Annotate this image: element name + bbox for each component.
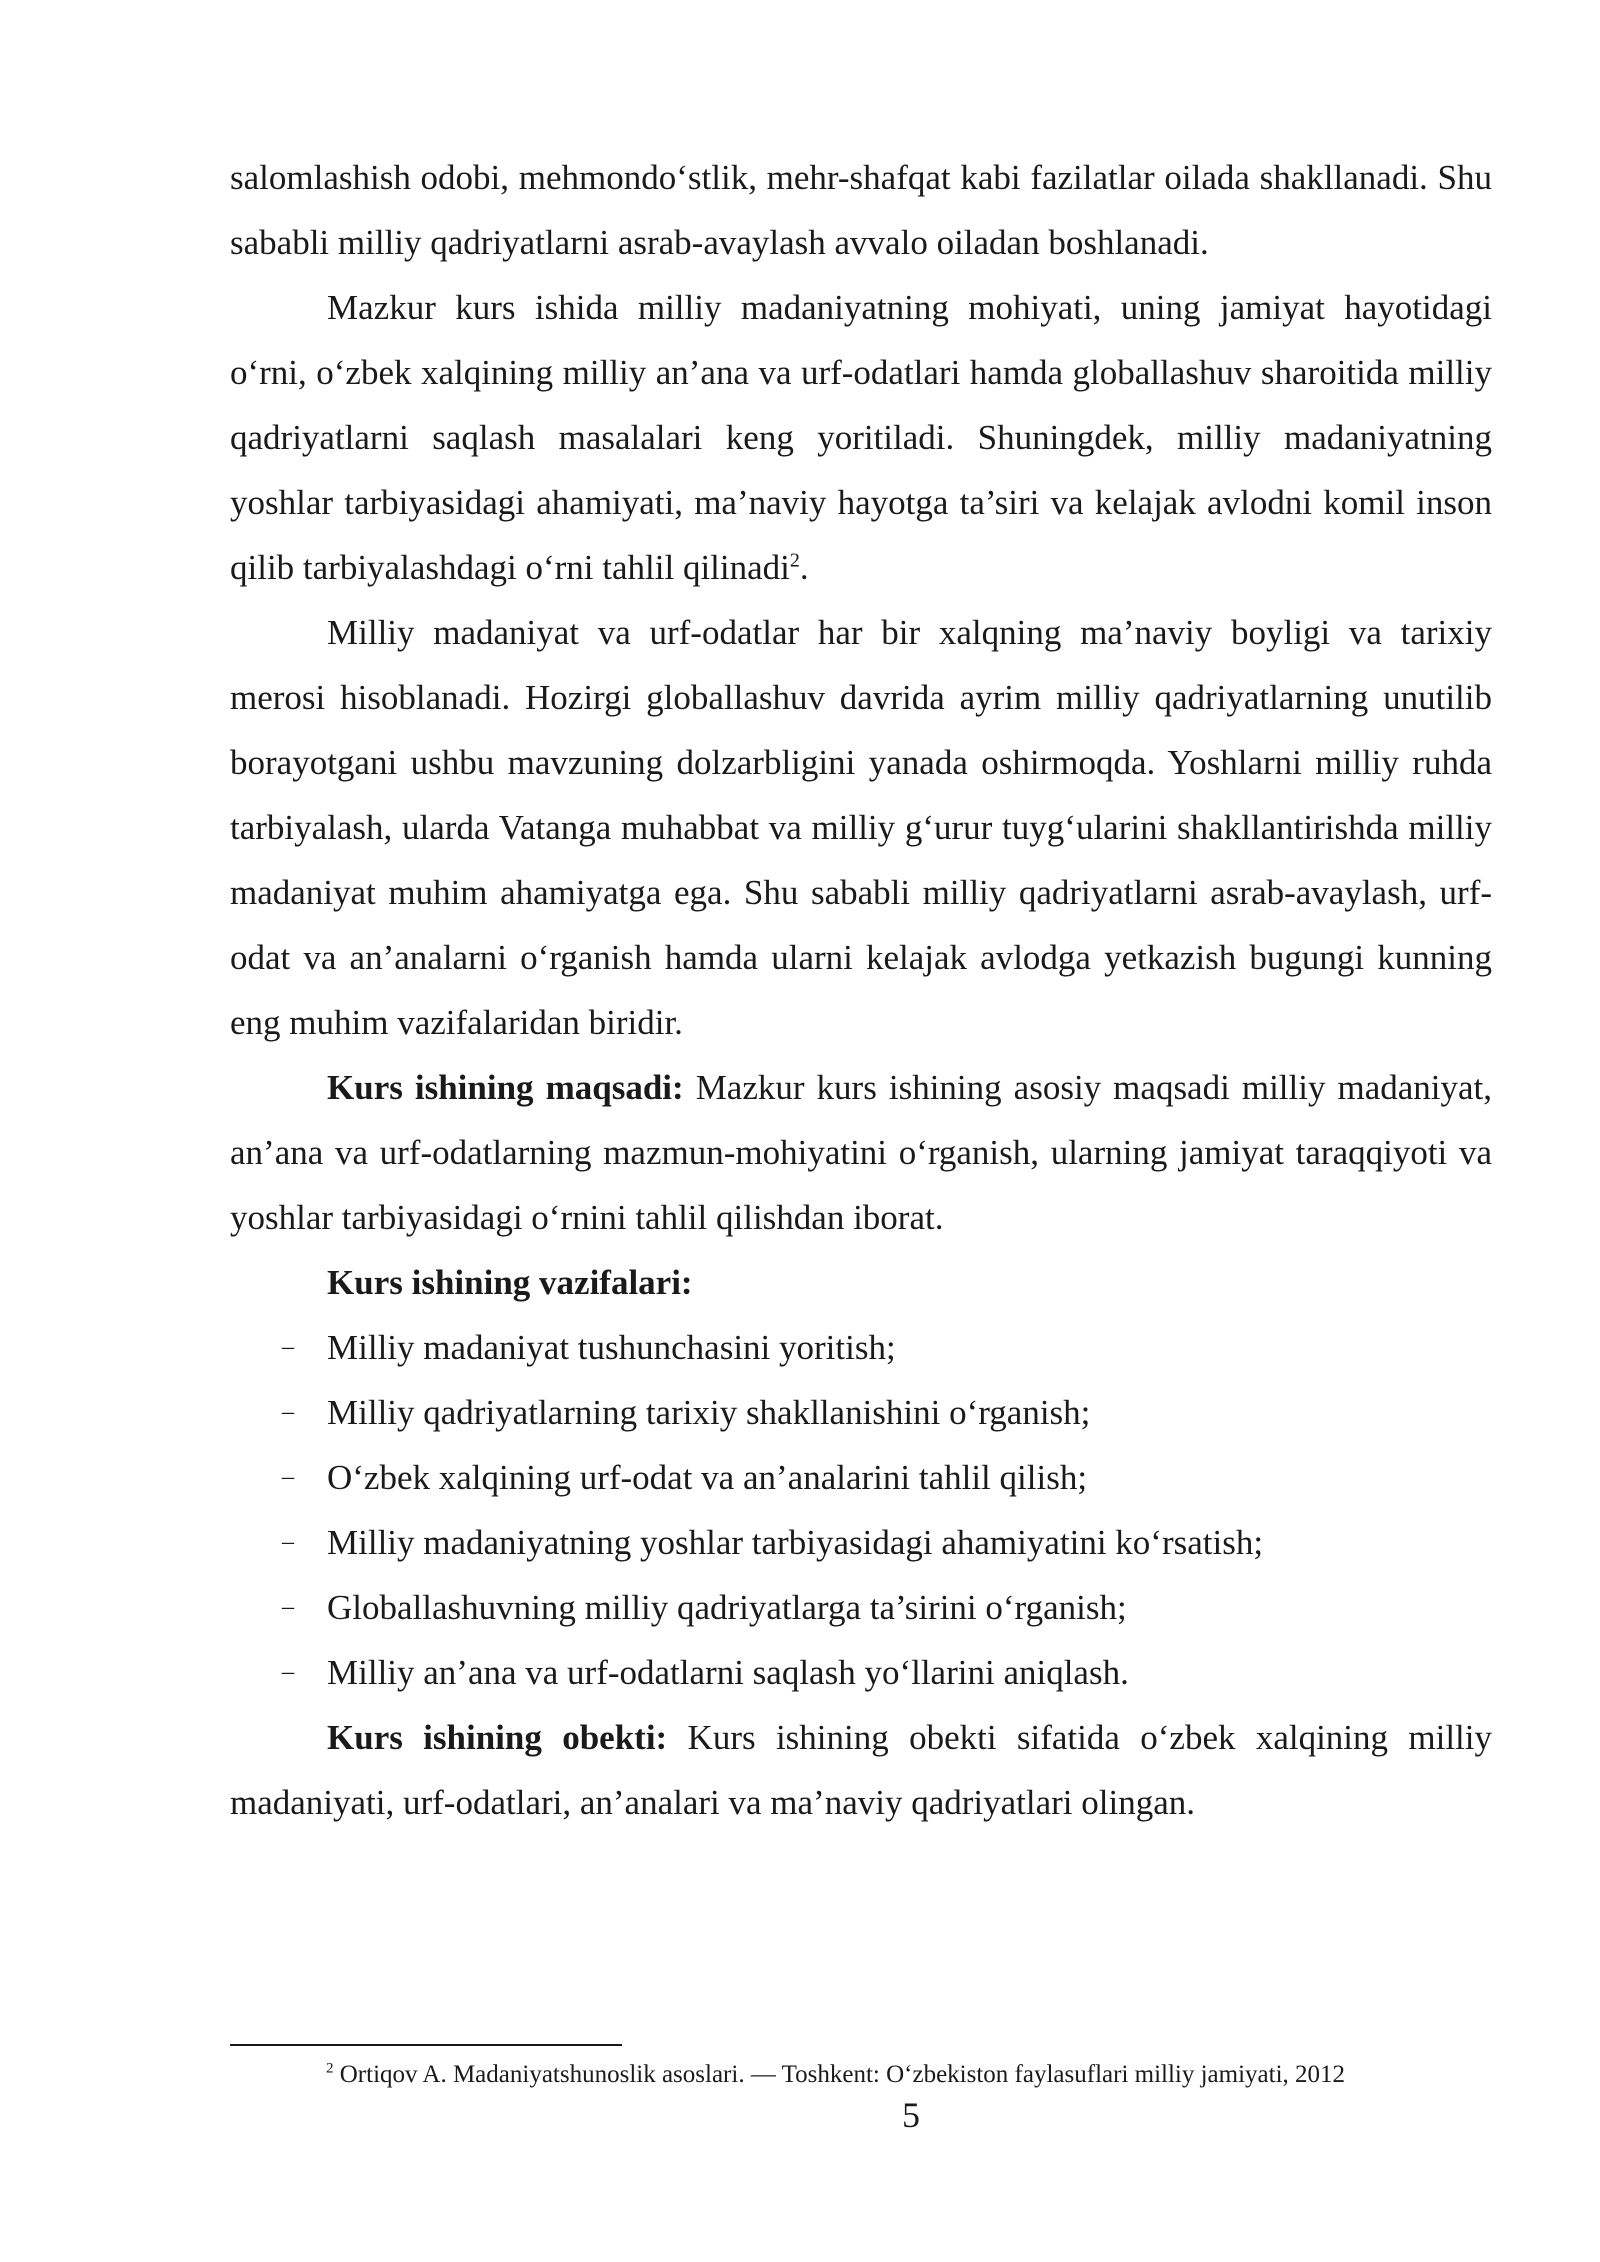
list-item bbox=[230, 1315, 1492, 1380]
paragraph-purpose bbox=[230, 1055, 1492, 1250]
dash-bullet: – bbox=[282, 1529, 294, 1555]
footnote bbox=[326, 2058, 1496, 2092]
paragraph-text: salomlashish odobi, mehmondo‘stlik, mehr-shafqat kabi fazilatlar oilada shakllanadi. Shu sababli milliy qadriyatlarni asrab-avaylash avvalo oiladan boshlanadi. bbox=[230, 158, 1492, 262]
list-item-text: Milliy qadriyatlarning tarixiy shakllanishini o‘rganish; bbox=[327, 1393, 1091, 1432]
tasks-list bbox=[230, 1315, 1492, 1705]
list-item-text: Milliy an’ana va urf-odatlarni saqlash yo‘llarini aniqlash. bbox=[327, 1653, 1129, 1692]
paragraph-relevance bbox=[230, 600, 1492, 1055]
page-number: 5 bbox=[902, 2095, 920, 2135]
document-body bbox=[230, 145, 1492, 1835]
purpose-label: Kurs ishining maqsadi: bbox=[327, 1068, 684, 1107]
list-item bbox=[230, 1380, 1492, 1445]
dash-bullet: – bbox=[282, 1659, 294, 1685]
tasks-heading: Kurs ishining vazifalari: bbox=[327, 1263, 693, 1302]
dash-bullet: – bbox=[282, 1334, 294, 1360]
object-text: Kurs ishining obekti sifatida o‘zbek xalqining milliy madaniyati, urf-odatlari, an’analari va ma’naviy qadriyatlari olingan. bbox=[230, 1718, 1492, 1822]
list-item bbox=[230, 1445, 1492, 1510]
paragraph-intro bbox=[230, 275, 1492, 600]
dash-bullet: – bbox=[282, 1464, 294, 1490]
object-label: Kurs ishining obekti: bbox=[327, 1718, 668, 1757]
dash-bullet: – bbox=[282, 1399, 294, 1425]
paragraph-object bbox=[230, 1705, 1492, 1835]
footnote-reference[interactable]: 2 bbox=[789, 549, 800, 572]
paragraph-text: Milliy madaniyat va urf-odatlar har bir xalqning ma’naviy boyligi va tarixiy merosi hisoblanadi. Hozirgi globallashuv davrida ayrim milliy qadriyatlarning unutilib borayotgani ushbu mavzuning dolzarbligini yanada oshirmoqda. Yoshlarni milliy ruhda tarbiyalash, ularda Vatanga muhabbat va milliy g‘urur tuyg‘ularini shakllantirishda milliy madaniyat muhim ahamiyatga ega. Shu sababli milliy qadriyatlarni asrab-avaylash, urf-odat va an’analarni o‘rganish hamda ularni kelajak avlodga yetkazish bugungi kunning eng muhim vazifalaridan biridir. bbox=[230, 613, 1492, 1042]
footnote-marker: 2 bbox=[326, 2060, 334, 2077]
list-item-text: Milliy madaniyat tushunchasini yoritish; bbox=[327, 1328, 896, 1367]
list-item-text: Globallashuvning milliy qadriyatlarga ta’sirini o‘rganish; bbox=[327, 1588, 1127, 1627]
dash-bullet: – bbox=[282, 1594, 294, 1620]
footnote-separator bbox=[230, 2044, 622, 2046]
paragraph-continuation bbox=[230, 145, 1492, 275]
list-item bbox=[230, 1575, 1492, 1640]
list-item bbox=[230, 1640, 1492, 1705]
list-item bbox=[230, 1510, 1492, 1575]
list-item-text: O‘zbek xalqining urf-odat va an’analarini tahlil qilish; bbox=[327, 1458, 1088, 1497]
paragraph-end-punctuation: . bbox=[799, 548, 809, 587]
footnote-text: Ortiqov A. Madaniyatshunoslik asoslari. — Toshkent: O‘zbekiston faylasuflari milliy jamiyati, 2012 bbox=[333, 2061, 1346, 2088]
list-item-text: Milliy madaniyatning yoshlar tarbiyasidagi ahamiyatini ko‘rsatish; bbox=[327, 1523, 1264, 1562]
paragraph-text: Mazkur kurs ishida milliy madaniyatning mohiyati, uning jamiyat hayotidagi o‘rni, o‘zbek xalqining milliy an’ana va urf-odatlari hamda globallashuv sharoitida milliy qadriyatlarni saqlash masalalari keng yoritiladi. Shuningdek, milliy madaniyatning yoshlar tarbiyasidagi ahamiyati, ma’naviy hayotga ta’siri va kelajak avlodni komil inson qilib tarbiyalashdagi o‘rni tahlil qilinadi bbox=[230, 288, 1492, 587]
purpose-text: Mazkur kurs ishining asosiy maqsadi milliy madaniyat, an’ana va urf-odatlarning mazmun-mohiyatini o‘rganish, ularning jamiyat taraqqiyoti va yoshlar tarbiyasidagi o‘rnini tahlil qilishdan iborat. bbox=[230, 1068, 1493, 1237]
